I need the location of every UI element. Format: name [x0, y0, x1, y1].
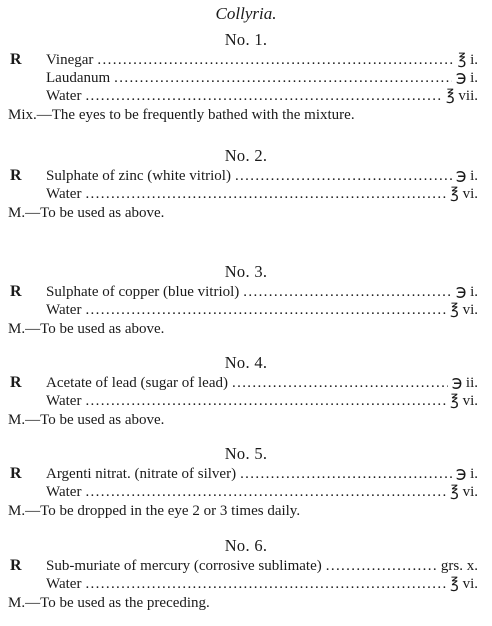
recipe-direction: M.—To be used as above. — [8, 205, 165, 221]
dot-leader — [85, 301, 446, 319]
ingredient-line — [0, 392, 492, 410]
dot-leader — [326, 557, 437, 575]
recipe-2 — [0, 145, 492, 223]
recipe-number: No. 1. — [224, 30, 268, 49]
recipe-symbol: R — [10, 167, 22, 184]
dot-leader — [240, 465, 452, 483]
recipe-number: No. 3. — [224, 262, 268, 281]
ingredient-line — [0, 465, 492, 483]
dot-leader — [114, 69, 452, 87]
recipe-4 — [0, 352, 492, 430]
ingredient-name: Water — [46, 186, 82, 202]
ingredient-line — [0, 167, 492, 185]
ingredient-name: Vinegar — [46, 52, 94, 68]
ingredient-amount: ℥ vi. — [450, 302, 478, 318]
recipe-number: No. 2. — [224, 146, 268, 165]
ingredient-name: Sulphate of zinc (white vitriol) — [46, 168, 231, 184]
ingredient-amount: ℈ i. — [455, 168, 478, 184]
ingredient-amount: ℥ vi. — [450, 484, 478, 500]
ingredient-line — [0, 374, 492, 392]
dot-leader — [85, 185, 446, 203]
recipe-number: No. 4. — [224, 353, 268, 372]
recipe-6 — [0, 535, 492, 613]
ingredient-amount: ℥ vi. — [450, 576, 478, 592]
recipe-symbol: R — [10, 465, 22, 482]
recipe-direction: M.—To be used as above. — [8, 412, 165, 428]
recipe-3 — [0, 261, 492, 339]
dot-leader — [85, 483, 446, 501]
ingredient-line — [0, 283, 492, 301]
ingredient-amount: grs. x. — [440, 558, 478, 574]
ingredient-amount: ℈ i. — [455, 284, 478, 300]
page-title: Collyria. — [215, 4, 277, 23]
recipe-number: No. 5. — [224, 444, 268, 463]
recipe-5 — [0, 443, 492, 521]
recipe-symbol: R — [10, 557, 22, 574]
ingredient-amount: ℥ vi. — [450, 393, 478, 409]
ingredient-line — [0, 557, 492, 575]
ingredient-name: Sulphate of copper (blue vitriol) — [46, 284, 240, 300]
ingredient-name: Acetate of lead (sugar of lead) — [46, 375, 228, 391]
recipe-symbol: R — [10, 51, 22, 68]
recipe-direction: M.—To be used as the preceding. — [8, 595, 210, 611]
dot-leader — [85, 392, 446, 410]
ingredient-name: Argenti nitrat. (nitrate of silver) — [46, 466, 237, 482]
recipe-direction: Mix.—The eyes to be frequently bathed with the mixture. — [8, 107, 355, 123]
ingredient-line — [0, 69, 492, 87]
dot-leader — [243, 283, 452, 301]
ingredient-name: Water — [46, 88, 82, 104]
ingredient-name: Water — [46, 302, 82, 318]
recipe-direction: M.—To be dropped in the eye 2 or 3 times daily. — [8, 503, 301, 519]
ingredient-name: Water — [46, 484, 82, 500]
ingredient-line — [0, 575, 492, 593]
ingredient-line — [0, 301, 492, 319]
dot-leader — [97, 51, 453, 69]
ingredient-amount: ℥ vii. — [446, 88, 478, 104]
ingredient-amount: ℈ i. — [455, 70, 478, 86]
recipe-symbol: R — [10, 374, 22, 391]
recipe-direction: M.—To be used as above. — [8, 321, 165, 337]
recipe-1 — [0, 29, 492, 125]
ingredient-name: Laudanum — [46, 70, 111, 86]
ingredient-line — [0, 185, 492, 203]
dot-leader — [85, 575, 446, 593]
ingredient-name: Water — [46, 393, 82, 409]
ingredient-amount: ℥ i. — [457, 52, 478, 68]
ingredient-name: Sub-muriate of mercury (corrosive sublimate) — [46, 558, 322, 574]
recipe-number: No. 6. — [224, 536, 268, 555]
ingredient-line — [0, 87, 492, 105]
dot-leader — [85, 87, 442, 105]
ingredient-line — [0, 483, 492, 501]
dot-leader — [232, 374, 448, 392]
dot-leader — [235, 167, 452, 185]
ingredient-line — [0, 51, 492, 69]
ingredient-amount: ℈ ii. — [451, 375, 478, 391]
ingredient-amount: ℥ vi. — [450, 186, 478, 202]
recipe-symbol: R — [10, 283, 22, 300]
ingredient-amount: ℈ i. — [455, 466, 478, 482]
ingredient-name: Water — [46, 576, 82, 592]
